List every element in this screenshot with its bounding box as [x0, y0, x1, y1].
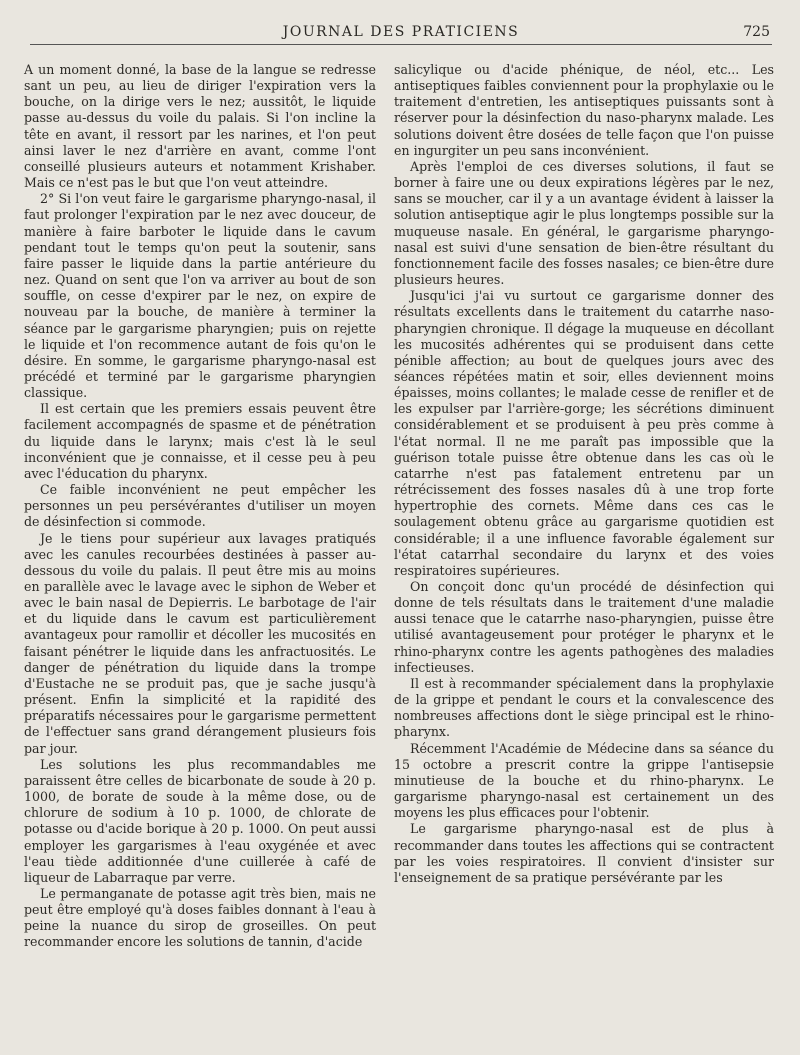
paragraph: salicylique ou d'acide phénique, de néol, etc... Les antiseptiques faibles conviennent pour la prophylaxie ou le traitement d'entretien, les antiseptiques puissants sont à réserver pour la désinfection du naso-pharynx malade. Les solutions doivent être dosées de telle façon que l'on puisse en ingurgiter un peu sans inconvénient.	[394, 62, 774, 158]
paragraph: Après l'emploi de ces diverses solutions, il faut se borner à faire une ou deux expirations légères par le nez, sans se moucher, car il y a un avantage évident à laisser la solution antiseptique agir le plus longtemps possible sur la muqueuse nasale. En général, le gargarisme pharyngo-nasal est suivi d'une sensation de bien-être résultant du fonctionnement facile des fosses nasales; ce bien-être dure plusieurs heures.	[394, 158, 774, 288]
paragraph: Récemment l'Académie de Médecine dans sa séance du 15 octobre a prescrit contre la grippe l'antisepsie minutieuse de la bouche et du rhino-pharynx. Le gargarisme pharyngo-nasal est certainement un des moyens les plus efficaces pour l'obtenir.	[394, 740, 774, 821]
paragraph: Ce faible inconvénient ne peut empêcher les personnes un peu persévérantes d'utiliser un moyen de désinfection si commode.	[24, 482, 376, 530]
page-number: 725	[743, 24, 770, 40]
left-column	[24, 62, 376, 951]
paragraph: On conçoit donc qu'un procédé de désinfection qui donne de tels résultats dans le traitement d'une maladie aussi tenace que le catarrhe naso-pharyngien, puisse être utilisé avantageusement pour protéger le pharynx et le rhino-pharynx contre les agents pathogènes des maladies infectieuses.	[394, 579, 774, 675]
paragraph: Je le tiens pour supérieur aux lavages pratiqués avec les canules recourbées destinées à passer au-dessous du voile du palais. Il peut être mis au moins en parallèle avec le lavage avec le siphon de Weber et avec le bain nasal de Depierris. Le barbotage de l'air et du liquide dans le cavum est particulièrement avantageux pour ramollir et décoller les mucosités en faisant pénétrer le liquide dans les anfractuosités. Le danger de pénétration du liquide dans la trompe d'Eustache ne se produit pas, que je sache jusqu'à présent. Enfin la simplicité et la rapidité des préparatifs nécessaires pour le gargarisme permettent de l'effectuer sans grand dérangement plusieurs fois par jour.	[24, 530, 376, 756]
paragraph: Les solutions les plus recommandables me paraissent être celles de bicarbonate de soude à 20 p. 1000, de borate de soude à la même dose, ou de chlorure de sodium à 10 p. 1000, de chlorate de potasse ou d'acide borique à 20 p. 1000. On peut aussi employer les gargarismes à l'eau oxygénée et avec l'eau tiède additionnée d'une cuillerée à café de liqueur de Labarraque par verre.	[24, 756, 376, 885]
paragraph: Il est certain que les premiers essais peuvent être facilement accompagnés de spasme et de pénétration du liquide dans le larynx; mais c'est là le seul inconvénient que je connaisse, et il cesse peu à peu avec l'éducation du pharynx.	[24, 401, 376, 481]
paragraph: 2° Si l'on veut faire le gargarisme pharyngo-nasal, il faut prolonger l'expiration par le nez avec douceur, de manière à faire barboter le liquide dans le cavum pendant tout le temps qu'on peut la soutenir, sans faire passer le liquide dans la partie antérieure du nez. Quand on sent que l'on va arriver au bout de son souffle, on cesse d'expirer par le nez, on expire de nouveau par la bouche, de manière à terminer la séance par le gargarisme pharyngien; puis on rejette le liquide et l'on recommence autant de fois qu'on le désire. En somme, le gargarisme pharyngo-nasal est précédé et terminé par le gargarisme pharyngien classique.	[24, 191, 376, 401]
right-column	[394, 62, 774, 886]
paragraph: Le gargarisme pharyngo-nasal est de plus à recommander dans toutes les affections qui se contractent par les voies respiratoires. Il convient d'insister sur l'enseignement de sa pratique persévérante par les	[394, 821, 774, 885]
running-header	[30, 22, 772, 45]
journal-title: JOURNAL DES PRATICIENS	[282, 24, 520, 40]
paragraph: A un moment donné, la base de la langue se redresse sant un peu, au lieu de diriger l'expiration vers la bouche, on la dirige vers le nez; aussitôt, le liquide passe au-dessus du voile du palais. Si l'on incline la tête en avant, il ressort par les narines, et l'on peut ainsi laver le nez d'arrière en avant, comme l'ont conseillé plusieurs auteurs et notamment Krishaber. Mais ce n'est pas le but que l'on veut atteindre.	[24, 62, 376, 191]
paragraph: Le permanganate de potasse agit très bien, mais ne peut être employé qu'à doses faibles donnant à l'eau à peine la nuance du sirop de groseilles. On peut recommander encore les solutions de tannin, d'acide	[24, 885, 376, 950]
paragraph: Il est à recommander spécialement dans la prophylaxie de la grippe et pendant le cours et la convalescence des nombreuses affections dont le siège principal est le rhino-pharynx.	[394, 675, 774, 740]
paragraph: Jusqu'ici j'ai vu surtout ce gargarisme donner des résultats excellents dans le traitement du catarrhe naso-pharyngien chronique. Il dégage la muqueuse en décollant les mucosités adhérentes qui se produisent dans cette pénible affection; au bout de quelques jours avec des séances répétées matin et soir, elles deviennent moins épaisses, moins collantes; le malade cesse de renifler et de les expulser par l'arrière-gorge; les sécrétions diminuent considérablement et se produisent à peu près comme à l'état normal. Il ne me paraît pas impossible que la guérison totale puisse être obtenue dans les cas où le catarrhe n'est pas fatalement entretenu par un rétrécissement des fosses nasales dû à une trop forte hypertrophie des cornets. Même dans ces cas le soulagement obtenu grâce au gargarisme quotidien est considérable; il a une influence favorable également sur l'état catarrhal secondaire du larynx et des voies respiratoires supérieures.	[394, 288, 774, 578]
